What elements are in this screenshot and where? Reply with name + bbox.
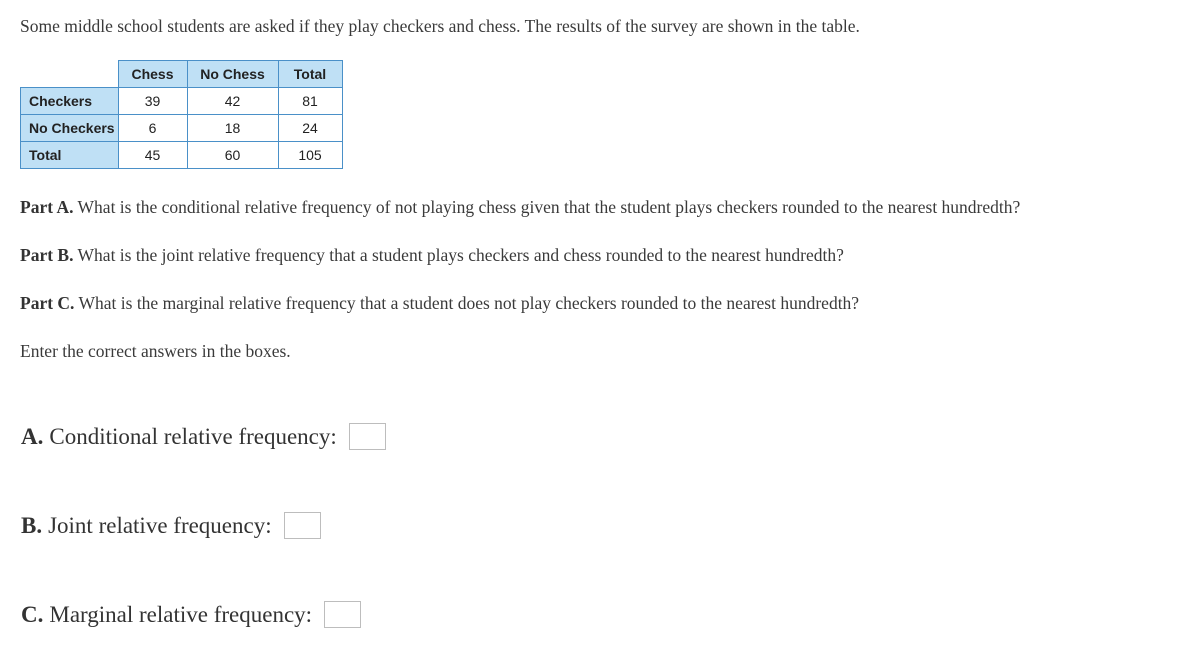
table-corner <box>21 61 119 88</box>
survey-table <box>20 60 343 169</box>
instruction-text: Enter the correct answers in the boxes. <box>20 341 291 361</box>
answer-a-input[interactable] <box>349 423 386 450</box>
part-label: Part B. <box>20 245 74 265</box>
column-header: Total <box>278 61 342 88</box>
row-header: No Checkers <box>21 115 119 142</box>
answer-c-input[interactable] <box>324 601 361 628</box>
part-label: Part C. <box>20 293 75 313</box>
table-cell: 105 <box>278 142 342 169</box>
table-cell: 24 <box>278 115 342 142</box>
answer-label: Joint relative frequency: <box>48 512 272 538</box>
part-text: What is the joint relative frequency that a student plays checkers and chess rounded to the nearest hundredth? <box>77 245 844 265</box>
table-cell: 39 <box>118 88 187 115</box>
question-part-c <box>20 293 859 314</box>
intro-text: Some middle school students are asked if they play checkers and chess. The results of the survey are shown in the table. <box>20 16 860 36</box>
part-label: Part A. <box>20 197 74 217</box>
part-text: What is the conditional relative frequency of not playing chess given that the student plays checkers rounded to the nearest hundredth? <box>77 197 1021 217</box>
table-row <box>21 142 343 169</box>
answer-a <box>21 423 386 450</box>
row-header: Total <box>21 142 119 169</box>
table-cell: 81 <box>278 88 342 115</box>
table-cell: 42 <box>187 88 278 115</box>
table-row <box>21 88 343 115</box>
part-text: What is the marginal relative frequency that a student does not play checkers rounded to the nearest hundredth? <box>78 293 860 313</box>
table-row <box>21 115 343 142</box>
answer-label: Conditional relative frequency: <box>49 423 337 449</box>
answer-b-input[interactable] <box>284 512 321 539</box>
question-part-b <box>20 245 844 266</box>
answer-c <box>21 601 361 628</box>
answer-letter: C. <box>21 601 44 627</box>
answer-letter: A. <box>21 423 44 449</box>
table-cell: 45 <box>118 142 187 169</box>
question-part-a <box>20 197 1020 218</box>
column-header: Chess <box>118 61 187 88</box>
table-header-row <box>21 61 343 88</box>
answer-b <box>21 512 321 539</box>
table-cell: 60 <box>187 142 278 169</box>
answer-letter: B. <box>21 512 43 538</box>
column-header: No Chess <box>187 61 278 88</box>
row-header: Checkers <box>21 88 119 115</box>
table-cell: 18 <box>187 115 278 142</box>
table-cell: 6 <box>118 115 187 142</box>
answer-label: Marginal relative frequency: <box>49 601 313 627</box>
